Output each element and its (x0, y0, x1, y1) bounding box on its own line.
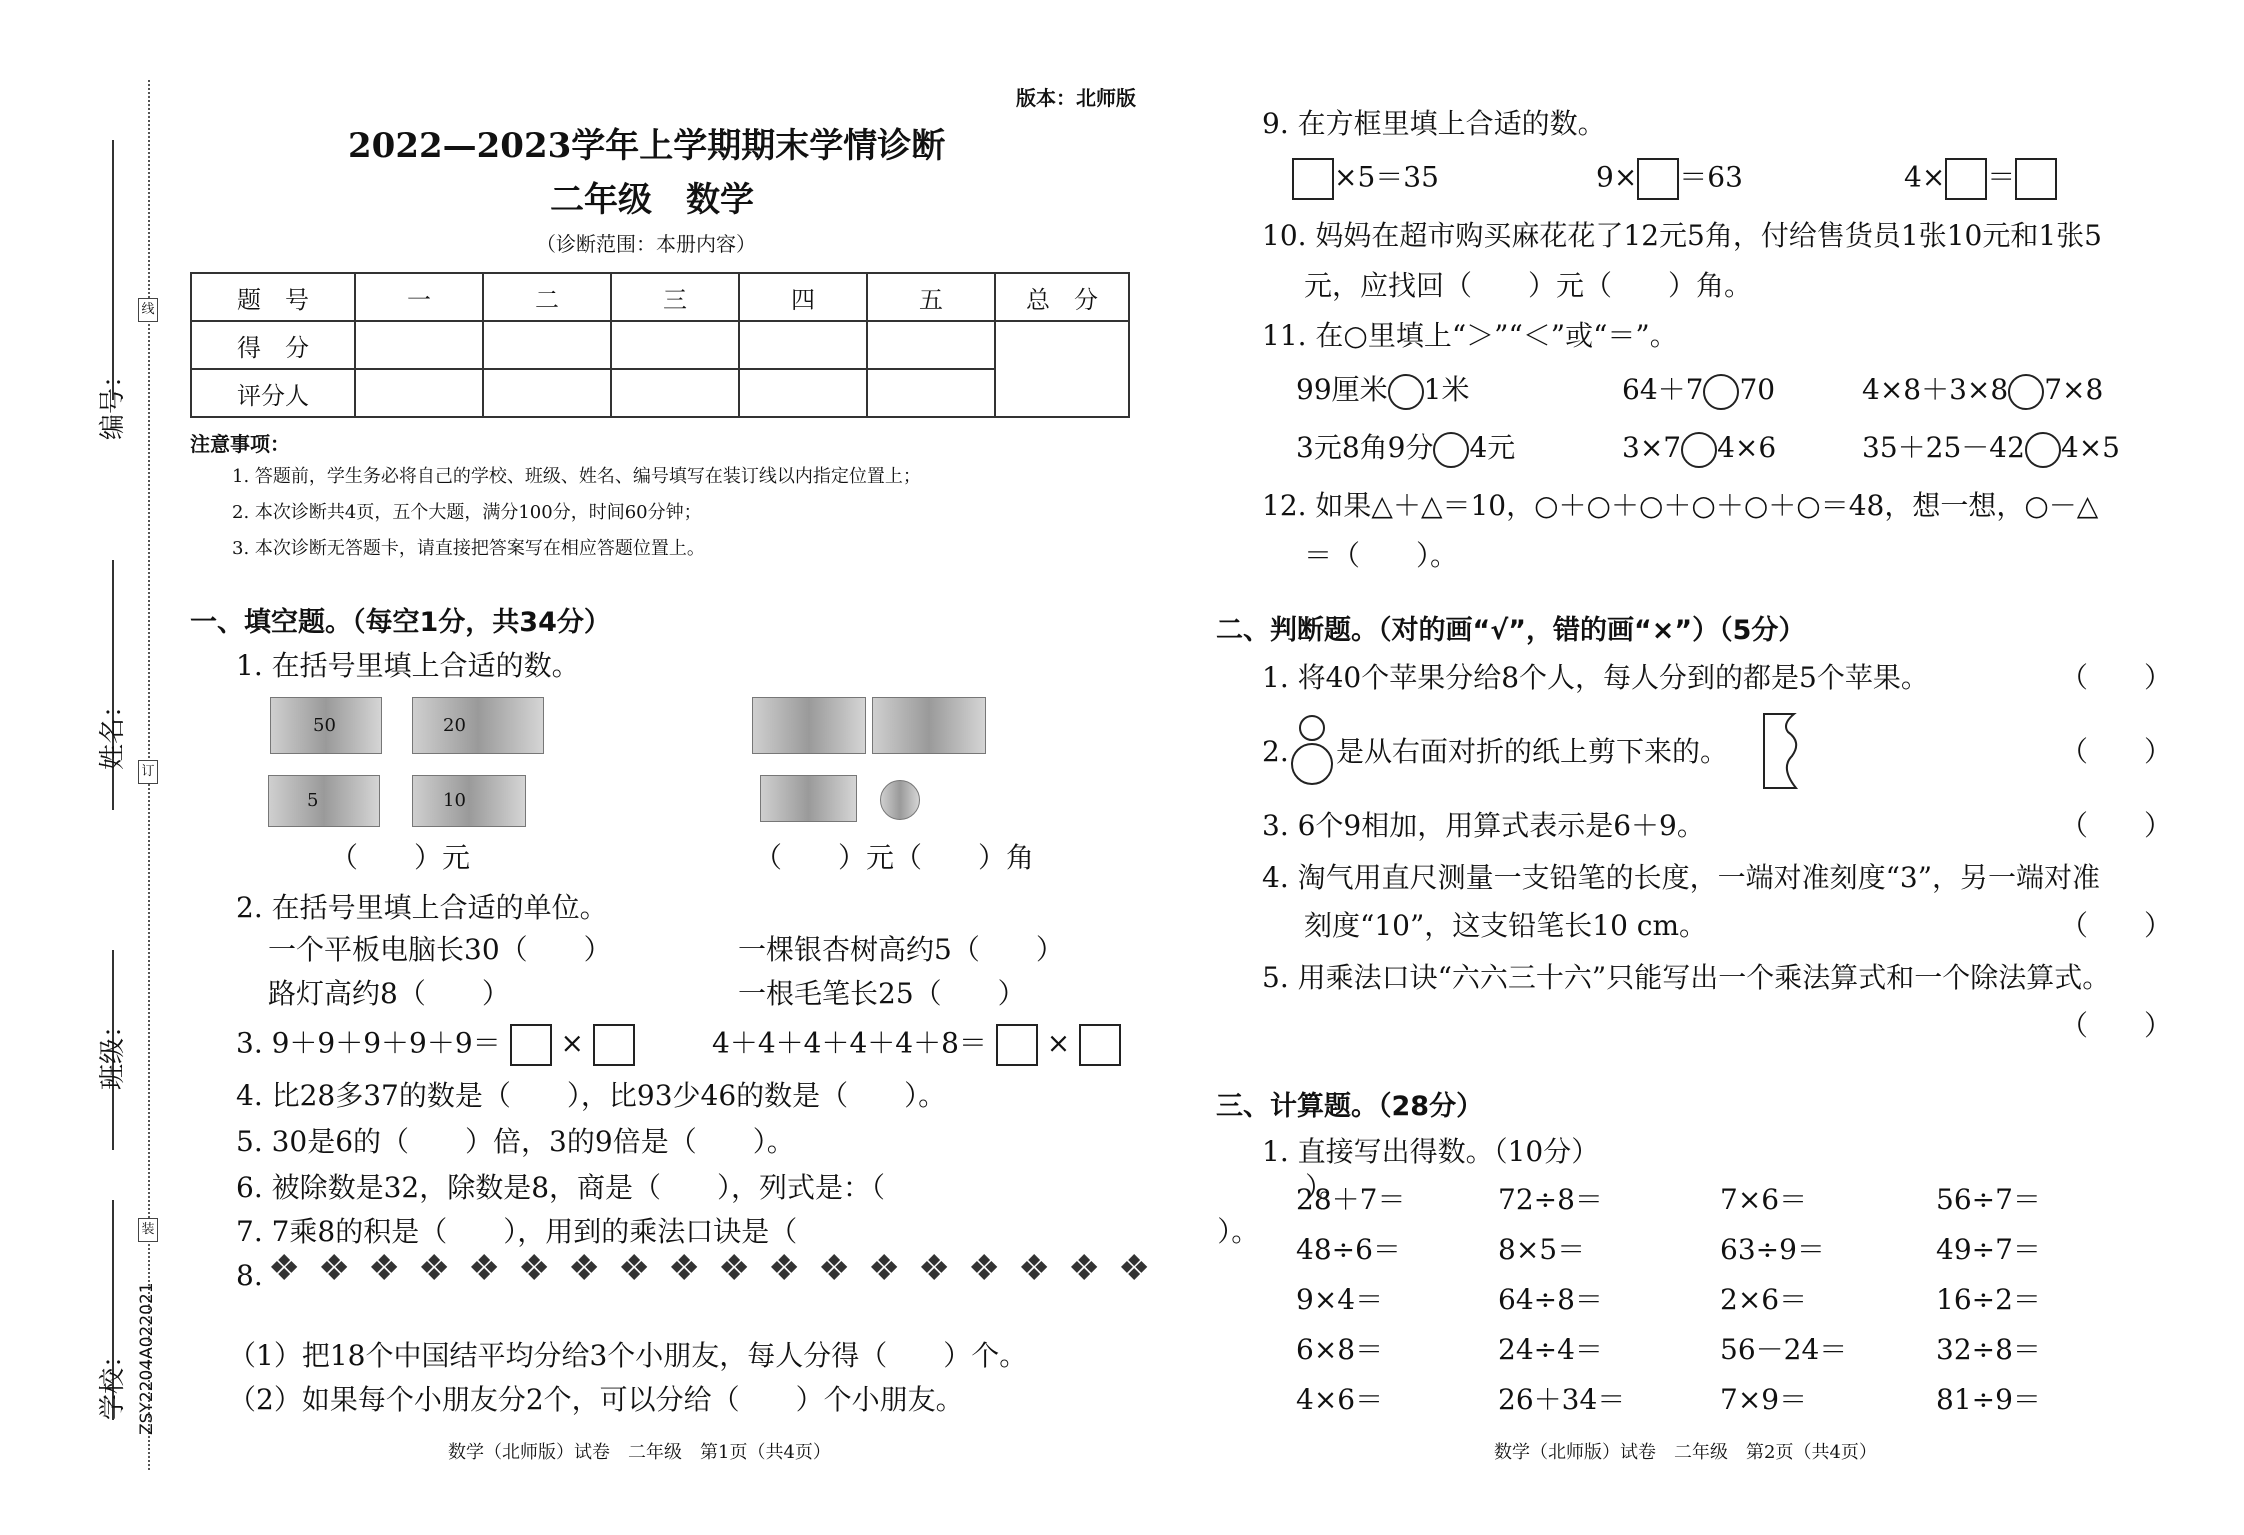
calc-item[interactable]: 49÷7＝ (1936, 1233, 2041, 1266)
answer-box[interactable] (510, 1024, 552, 1066)
note-item: 2. 本次诊断共4页，五个大题，满分100分，时间60分钟； (232, 502, 702, 523)
judge-item-number: 2. (1262, 735, 1289, 768)
q9-c: 4× ＝ (1904, 158, 2057, 200)
score-row-label: 评分人 (191, 369, 355, 417)
answer-box[interactable] (1945, 158, 1987, 200)
chinese-knot-icon: ❖ (368, 1248, 401, 1289)
q11-item: 3元8角9分 4元 (1296, 430, 1515, 468)
coin (880, 780, 920, 820)
q8-label: 8. (236, 1259, 263, 1292)
chinese-knot-icon: ❖ (518, 1248, 551, 1289)
grader-cell[interactable] (867, 369, 995, 417)
grader-cell[interactable] (611, 369, 739, 417)
name-underline (112, 560, 114, 810)
q4-text[interactable]: 4. 比28多37的数是（ ），比93少46的数是（ ）。 (236, 1079, 947, 1112)
score-cell[interactable] (739, 321, 867, 369)
name-label: 姓名： (98, 691, 128, 770)
section3-title: 三、计算题。（28分） (1216, 1091, 1484, 1122)
calc-item[interactable]: 26＋34＝ (1498, 1383, 1626, 1416)
banknote-20: 20 (412, 697, 544, 754)
chinese-knot-icon: ❖ (468, 1248, 501, 1289)
q1-answer-a[interactable]: （ ）元 (330, 841, 471, 874)
banknote-small (760, 775, 857, 822)
q8-part1[interactable]: （1）把18个中国结平均分给3个小朋友，每人分得（ ）个。 (228, 1339, 1028, 1372)
exam-title: 2022—2023学年上学期期末学情诊断 (348, 126, 946, 166)
q2-item[interactable]: 路灯高约8（ ） (268, 977, 510, 1010)
calc-item[interactable]: 64÷8＝ (1498, 1283, 1603, 1316)
answer-box[interactable] (996, 1024, 1038, 1066)
judge-answer[interactable]: （ ） (2060, 809, 2173, 842)
q11-item: 4×8＋3×8 7×8 (1862, 372, 2103, 410)
calc-item[interactable]: 4×6＝ (1296, 1383, 1384, 1416)
banknote-50: 50 (270, 697, 382, 754)
footer-right: 数学（北师版）试卷 二年级 第2页（共4页） (1494, 1442, 1877, 1463)
folded-paper-icon (1762, 712, 1806, 792)
class-label: 班级： (98, 1011, 128, 1090)
answer-box[interactable] (1292, 158, 1334, 200)
compare-circle[interactable] (2025, 432, 2061, 468)
q6-text[interactable]: 6. 被除数是32，除数是8，商是（ ），列式是：（ ）。 (236, 1171, 1348, 1204)
chinese-knot-icon: ❖ (968, 1248, 1001, 1289)
calc-q1-text: 1. 直接写出得数。（10分） (1262, 1135, 1600, 1168)
q9-text: 9. 在方框里填上合适的数。 (1262, 107, 1606, 140)
binding-mark-bind: 订 (138, 760, 158, 784)
chinese-knot-icon: ❖ (418, 1248, 451, 1289)
total-score-cell[interactable] (995, 321, 1129, 417)
q10-line2[interactable]: 元，应找回（ ）元（ ）角。 (1304, 269, 1753, 302)
binding-mark-line: 线 (138, 298, 158, 322)
score-row-label: 得 分 (191, 321, 355, 369)
score-cell[interactable] (483, 321, 611, 369)
q9-a: ×5＝35 (1292, 158, 1439, 200)
note-item: 1. 答题前，学生务必将自己的学校、班级、姓名、编号填写在装订线以内指定位置上； (232, 466, 921, 487)
judge-item: 5. 用乘法口诀“六六三十六”只能写出一个乘法算式和一个除法算式。 (1262, 961, 2111, 994)
school-label: 学校： (98, 1341, 128, 1420)
chinese-knot-icon: ❖ (1068, 1248, 1101, 1289)
calc-item[interactable]: 32÷8＝ (1936, 1333, 2041, 1366)
chinese-knot-icon: ❖ (918, 1248, 951, 1289)
calc-item[interactable]: 7×6＝ (1720, 1183, 1808, 1216)
section1-title: 一、填空题。（每空1分，共34分） (190, 607, 611, 638)
grader-cell[interactable] (483, 369, 611, 417)
calc-item[interactable]: 6×8＝ (1296, 1333, 1384, 1366)
answer-box[interactable] (2015, 158, 2057, 200)
calc-item[interactable]: 16÷2＝ (1936, 1283, 2041, 1316)
q3-a: 3. 9＋9＋9＋9＋9＝ × (236, 1024, 635, 1066)
score-cell[interactable] (867, 321, 995, 369)
calc-item[interactable]: 7×9＝ (1720, 1383, 1808, 1416)
judge-item: 1. 将40个苹果分给8个人，每人分到的都是5个苹果。 (1262, 661, 1929, 694)
compare-circle[interactable] (2008, 374, 2044, 410)
calc-item[interactable]: 56÷7＝ (1936, 1183, 2041, 1216)
banknote-5: 5 (268, 775, 380, 827)
judge-item: 是从右面对折的纸上剪下来的。 (1336, 735, 1729, 768)
chinese-knot-icon: ❖ (268, 1248, 301, 1289)
answer-box[interactable] (1637, 158, 1679, 200)
chinese-knot-icon: ❖ (868, 1248, 901, 1289)
q12-line1: 12. 如果△＋△＝10，○＋○＋○＋○＋○＋○＝48，想一想，○－△ (1262, 489, 2099, 522)
q9-b: 9× ＝63 (1596, 158, 1743, 200)
banknote-10 (752, 697, 866, 754)
score-header-cell: 题 号 (191, 273, 355, 321)
binding-mark-install: 装 (138, 1218, 158, 1242)
score-header-cell: 二 (483, 273, 611, 321)
chinese-knot-icon: ❖ (568, 1248, 601, 1289)
compare-circle[interactable] (1703, 374, 1739, 410)
q11-text: 11. 在○里填上“＞”“＜”或“＝”。 (1262, 319, 1678, 352)
id-label: 编号： (98, 361, 128, 440)
exam-subtitle: 二年级 数学 (550, 180, 754, 220)
chinese-knot-icon: ❖ (1018, 1248, 1051, 1289)
chinese-knot-icon: ❖ (618, 1248, 651, 1289)
grader-cell[interactable] (355, 369, 483, 417)
banknote-10 (872, 697, 986, 754)
score-header-row (191, 273, 1129, 321)
chinese-knot-icon: ❖ (818, 1248, 851, 1289)
judge-answer[interactable]: （ ） (2060, 1009, 2173, 1042)
q2-text: 2. 在括号里填上合适的单位。 (236, 891, 608, 924)
score-cell[interactable] (611, 321, 739, 369)
chinese-knot-icon: ❖ (318, 1248, 351, 1289)
grader-row (191, 369, 1129, 417)
score-header-cell: 五 (867, 273, 995, 321)
note-item: 3. 本次诊断无答题卡，请直接把答案写在相应答题位置上。 (232, 538, 705, 559)
compare-circle[interactable] (1388, 374, 1424, 410)
score-table (190, 272, 1130, 418)
q2-item[interactable]: 一根毛笔长25（ ） (738, 977, 1026, 1010)
q12-line2[interactable]: ＝（ ）。 (1304, 539, 1459, 572)
calc-item[interactable]: 81÷9＝ (1936, 1383, 2041, 1416)
score-header-cell: 一 (355, 273, 483, 321)
q1-text: 1. 在括号里填上合适的数。 (236, 649, 580, 682)
chinese-knot-icon: ❖ (768, 1248, 801, 1289)
q11-item: 3×7 4×6 (1622, 430, 1776, 468)
section2-title: 二、判断题。（对的画“√”，错的画“×”）（5分） (1216, 615, 1806, 646)
answer-box[interactable] (593, 1024, 635, 1066)
calc-item[interactable]: 2×6＝ (1720, 1283, 1808, 1316)
q2-item[interactable]: 一棵银杏树高约5（ ） (738, 933, 1064, 966)
judge-answer[interactable]: （ ） (2060, 909, 2173, 942)
grader-cell[interactable] (739, 369, 867, 417)
calc-item[interactable]: 56－24＝ (1720, 1333, 1848, 1366)
q2-item[interactable]: 一个平板电脑长30（ ） (268, 933, 612, 966)
q3-b: 4＋4＋4＋4＋4＋8＝ × (712, 1024, 1121, 1066)
calc-item[interactable]: 9×4＝ (1296, 1283, 1384, 1316)
q10-line1: 10. 妈妈在超市购买麻花花了12元5角，付给售货员1张10元和1张5 (1262, 219, 2102, 252)
calc-item[interactable]: 63÷9＝ (1720, 1233, 1825, 1266)
calc-item[interactable]: 72÷8＝ (1498, 1183, 1603, 1216)
judge-item: 3. 6个9相加，用算式表示是6＋9。 (1262, 809, 1705, 842)
q8-part2[interactable]: （2）如果每个小朋友分2个，可以分给（ ）个小朋友。 (228, 1383, 964, 1416)
exam-scope: （诊断范围：本册内容） (536, 232, 756, 256)
compare-circle[interactable] (1681, 432, 1717, 468)
q11-item: 64＋7 70 (1622, 372, 1775, 410)
calc-item[interactable]: 48÷6＝ (1296, 1233, 1401, 1266)
chinese-knot-icon: ❖ (1118, 1248, 1151, 1289)
calc-item[interactable]: 24÷4＝ (1498, 1333, 1603, 1366)
score-header-cell: 总 分 (995, 273, 1129, 321)
calc-item[interactable]: 8×5＝ (1498, 1233, 1586, 1266)
score-header-cell: 三 (611, 273, 739, 321)
q5-text[interactable]: 5. 30是6的（ ）倍，3的9倍是（ ）。 (236, 1125, 795, 1158)
judge-item: 4. 淘气用直尺测量一支铅笔的长度，一端对准刻度“3”，另一端对准 (1262, 861, 2101, 894)
judge-answer[interactable]: （ ） (2060, 661, 2173, 694)
chinese-knot-icon: ❖ (718, 1248, 751, 1289)
version-label: 版本：北师版 (1016, 86, 1136, 110)
paper-code: ZSY2204A022021 (137, 1282, 157, 1435)
score-row (191, 321, 1129, 369)
judge-answer[interactable]: （ ） (2060, 735, 2173, 768)
answer-box[interactable] (1079, 1024, 1121, 1066)
compare-circle[interactable] (1433, 432, 1469, 468)
banknote-10: 10 (412, 775, 526, 827)
q7-text[interactable]: 7. 7乘8的积是（ ），用到的乘法口诀是（ ）。 (236, 1215, 1260, 1248)
q11-item: 35＋25－42 4×5 (1862, 430, 2120, 468)
score-cell[interactable] (355, 321, 483, 369)
notes-title: 注意事项： (190, 432, 290, 456)
calc-item[interactable]: 28＋7＝ (1296, 1183, 1406, 1216)
judge-item: 刻度“10”，这支铅笔长10 cm。 (1304, 909, 1708, 942)
footer-left: 数学（北师版）试卷 二年级 第1页（共4页） (448, 1442, 831, 1463)
score-header-cell: 四 (739, 273, 867, 321)
q11-item: 99厘米 1米 (1296, 372, 1469, 410)
gourd-shape-icon (1290, 712, 1334, 790)
chinese-knot-icon: ❖ (668, 1248, 701, 1289)
q1-answer-b[interactable]: （ ）元（ ）角 (754, 841, 1035, 874)
